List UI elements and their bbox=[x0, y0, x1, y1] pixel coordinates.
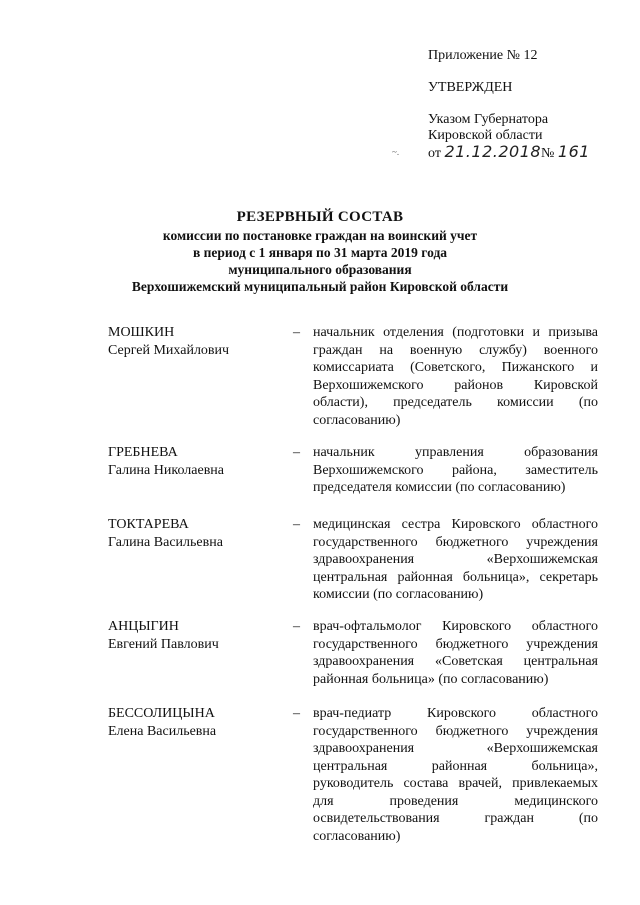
member-name bbox=[108, 516, 278, 551]
decree-line-1: Указом Губернатора bbox=[428, 112, 549, 127]
member-role: медицинская сестра Кировского областного государственного бюджетного учреждения здравоохранения «Верхошижемская центральная районная больница», секретарь комиссии (по согласованию) bbox=[313, 517, 598, 602]
member-surname: МОШКИН bbox=[108, 325, 175, 340]
member-entry bbox=[108, 324, 598, 444]
member-entry bbox=[108, 444, 598, 516]
heading-line-4: муниципального образования bbox=[228, 262, 412, 277]
member-dash: – bbox=[293, 706, 300, 721]
member-dash: – bbox=[293, 619, 300, 634]
approved-label: УТВЕРЖДЕН bbox=[428, 80, 513, 95]
member-surname: АНЦЫГИН bbox=[108, 619, 179, 634]
document-heading bbox=[0, 208, 640, 295]
decree-date-line bbox=[428, 144, 628, 162]
handwritten-number: 161 bbox=[557, 142, 590, 161]
member-role: врач-офтальмолог Кировского областного государственного бюджетного учреждения здравоохранения «Советская центральная районная больница» (по согласованию) bbox=[313, 619, 598, 687]
member-surname: ТОКТАРЕВА bbox=[108, 517, 189, 532]
member-name bbox=[108, 705, 278, 740]
member-name bbox=[108, 618, 278, 653]
appendix-number: Приложение № 12 bbox=[428, 48, 538, 63]
member-given-name: Галина Васильевна bbox=[108, 534, 223, 550]
date-prefix: от bbox=[428, 146, 441, 161]
member-role: врач-педиатр Кировского областного государственного бюджетного учреждения здравоохранения «Верхошижемская центральная районная больница», руководитель состава врачей, привлекаемых для проведения медицинского освидетельствования граждан (по согласованию) bbox=[313, 706, 598, 844]
member-dash: – bbox=[293, 325, 300, 340]
heading-line-5: Верхошижемский муниципальный район Кировской области bbox=[131, 279, 509, 294]
member-entry bbox=[108, 618, 598, 705]
member-role: начальник отделения (подготовки и призыва граждан на военную службу) военного комиссариата (Советского, Пижанского и Верхошижемского районов Кировской области), председатель комиссии (по согласованию) bbox=[313, 325, 598, 428]
member-name bbox=[108, 444, 278, 479]
member-role: начальник управления образования Верхошижемского района, заместитель председателя комиссии (по согласованию) bbox=[313, 445, 598, 495]
member-entry bbox=[108, 705, 598, 845]
heading-line-3: в период с 1 января по 31 марта 2019 года bbox=[192, 245, 448, 260]
member-entry bbox=[108, 516, 598, 618]
member-name bbox=[108, 324, 278, 359]
member-dash: – bbox=[293, 517, 300, 532]
document-title: РЕЗЕРВНЫЙ СОСТАВ bbox=[236, 209, 404, 225]
member-given-name: Сергей Михайлович bbox=[108, 342, 230, 358]
member-given-name: Галина Николаевна bbox=[108, 462, 225, 478]
approval-block bbox=[392, 48, 628, 162]
member-given-name: Елена Васильевна bbox=[108, 723, 217, 739]
member-given-name: Евгений Павлович bbox=[108, 636, 219, 652]
number-sign: № bbox=[541, 146, 555, 161]
margin-mark-icon: ~. bbox=[392, 147, 400, 157]
decree-line-2: Кировской области bbox=[428, 128, 543, 143]
members-list bbox=[108, 324, 598, 845]
member-dash: – bbox=[293, 445, 300, 460]
member-surname: БЕССОЛИЦЫНА bbox=[108, 706, 215, 721]
handwritten-date: 21.12.2018 bbox=[444, 142, 542, 161]
member-surname: ГРЕБНЕВА bbox=[108, 445, 178, 460]
heading-line-2: комиссии по постановке граждан на воинский учет bbox=[162, 228, 478, 243]
